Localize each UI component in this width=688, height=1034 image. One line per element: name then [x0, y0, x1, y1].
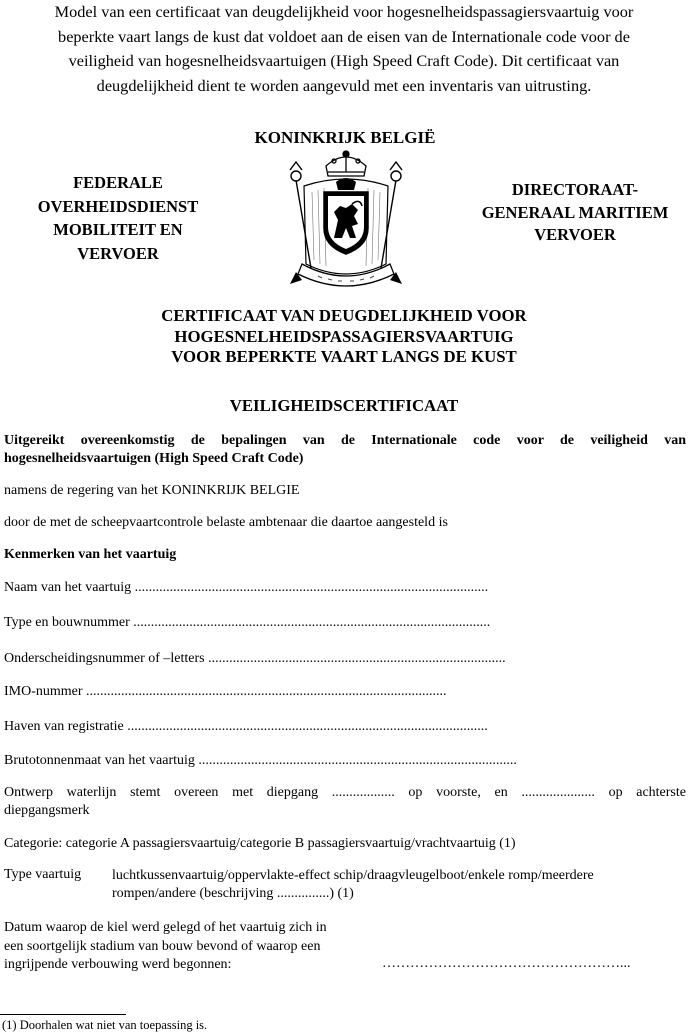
vessel-type-line: rompen/andere (beschrijving ...............) (1) [112, 886, 354, 901]
keel-date-field[interactable]: ……………………………………………... [382, 956, 631, 971]
category-text: Categorie: categorie A passagiersvaartuig/categorie B passagiersvaartuig/vrachtvaartuig (1) [4, 836, 516, 851]
coat-of-arms-icon [282, 146, 410, 294]
country-heading: KONINKRIJK BELGIË [254, 128, 436, 147]
keel-date-line: ingrijpende verbouwing werd begonnen: [4, 957, 232, 972]
intro-line: veiligheid van hogesnelheidsvaartuigen (High Speed Craft Code). Dit certificaat van [68, 51, 620, 70]
on-behalf-text: namens de regering van het KONINKRIJK BELGIE [4, 483, 300, 498]
footnote-divider [0, 1014, 126, 1015]
field-distinctive-number[interactable]: Onderscheidingsnummer of –letters ..................................................................................... [4, 651, 506, 666]
field-draft-line: diepgangsmerk [4, 803, 90, 818]
directorate-line: DIRECTORAAT- [511, 180, 639, 199]
field-imo-number[interactable]: IMO-nummer ....................................................................................................... [4, 684, 447, 699]
field-port-of-registry[interactable]: Haven van registratie ....................................................................................................... [4, 719, 488, 734]
federal-service-heading [20, 171, 216, 265]
vessel-type-line: luchtkussenvaartuig/oppervlakte-effect schip/draagvleugelboot/enkele romp/meerdere [112, 868, 594, 883]
field-vessel-name[interactable]: Naam van het vaartuig ..................................................................................................... [4, 580, 489, 595]
footnote: (1) Doorhalen wat niet van toepassing is. [2, 1018, 208, 1032]
issued-statement-line: Uitgereikt overeenkomstig de bepalingen van de Internationale code voor de veiligheid van [4, 433, 686, 448]
certificate-subtitle: VEILIGHEIDSCERTIFICAAT [229, 396, 459, 415]
intro-line: deugdelijkheid dient te worden aangevuld met een inventaris van uitrusting. [96, 75, 592, 95]
certificate-title-line: VOOR BEPERKTE VAART LANGS DE KUST [171, 347, 517, 366]
vessel-type-label: Type vaartuig [4, 867, 82, 882]
intro-line: Model van een certificaat van deugdelijkheid voor hogesnelheidspassagiersvaartuig voor [54, 2, 634, 21]
official-text: door de met de scheepvaartcontrole belaste ambtenaar die daartoe aangesteld is [4, 515, 448, 530]
intro-paragraph [0, 0, 688, 98]
certificate-title-line: CERTIFICAAT VAN DEUGDELIJKHEID VOOR [161, 306, 527, 325]
field-type-build-number[interactable]: Type en bouwnummer ...................................................................................................... [4, 615, 491, 630]
field-gross-tonnage[interactable]: Brutotonnenmaat van het vaartuig ........................................................................................... [4, 753, 517, 768]
issued-statement-line: hogesnelheidsvaartuigen (High Speed Craft Code) [4, 451, 304, 466]
keel-date-line: Datum waarop de kiel werd gelegd of het vaartuig zich in [4, 920, 327, 935]
federal-service-line: VERVOER [77, 243, 159, 263]
federal-service-line: OVERHEIDSDIENST [37, 196, 199, 216]
section-heading: Kenmerken van het vaartuig [4, 547, 177, 562]
keel-date-label [4, 919, 364, 975]
field-draft-line[interactable]: Ontwerp waterlijn stemt overeen met diepgang .................. op voorste, en ..................... op achterste [4, 785, 686, 800]
directorate-heading [464, 179, 686, 247]
certificate-title-line: HOGESNELHEIDSPASSAGIERSVAARTUIG [174, 326, 514, 346]
keel-date-line: een soortgelijk stadium van bouw bevond of waarop een [4, 938, 321, 954]
federal-service-line: MOBILITEIT EN [53, 220, 183, 239]
certificate-title [80, 306, 608, 368]
directorate-line: VERVOER [534, 225, 616, 244]
intro-line: beperkte vaart langs de kust dat voldoet aan de eisen van de Internationale code voor de [58, 26, 630, 46]
federal-service-line: FEDERALE [73, 173, 163, 192]
directorate-line: GENERAAL MARITIEM [481, 202, 669, 222]
vessel-type-options [112, 867, 642, 903]
